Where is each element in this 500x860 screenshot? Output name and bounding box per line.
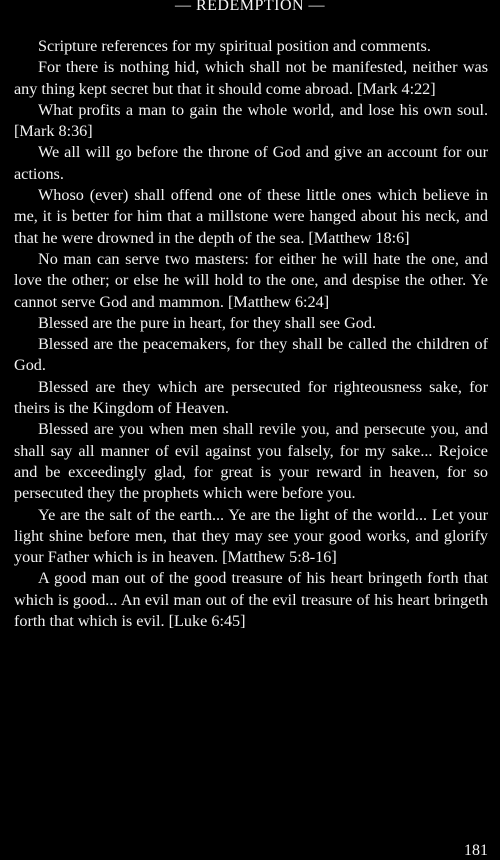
paragraph: Ye are the salt of the earth... Ye are the light of the world... Let your light shine before men, that they may see your good works, and glorify your Father which is in heaven. [Matthew 5:8-16] — [14, 505, 488, 567]
paragraph: For there is nothing hid, which shall not be manifested, neither was any thing kept secret but that it should come abroad. [Mark 4:22] — [14, 58, 488, 98]
paragraph: Whoso (ever) shall offend one of these little ones which believe in me, it is better for him that a millstone were hanged about his neck, and that he were drowned in the depth of the sea. [Matthew 18:6] — [14, 186, 488, 247]
paragraph: Blessed are they which are persecuted for righteousness sake, for theirs is the Kingdom of Heaven. — [14, 377, 488, 418]
page-number: 181 — [464, 842, 488, 859]
running-title: — REDEMPTION — — [174, 0, 326, 14]
paragraph: Blessed are the peacemakers, for they shall be called the children of God. — [14, 335, 488, 375]
paragraph: We all will go before the throne of God and give an account for our actions. — [14, 143, 488, 183]
paragraph: Blessed are you when men shall revile you, and persecute you, and shall say all manner of evil against you falsely, for my sake... Rejoice and be exceedingly glad, for great is your reward in heaven, for so persecuted they the prophets which were before you. — [14, 420, 488, 503]
paragraph: Scripture references for my spiritual position and comments. — [38, 37, 431, 55]
paragraph: A good man out of the good treasure of his heart bringeth forth that which is good... An evil man out of the evil treasure of his heart bringeth forth that which is evil. [Luke 6:45] — [14, 569, 488, 631]
paragraph: No man can serve two masters: for either he will hate the one, and love the other; or else he will hold to the one, and despise the other. Ye cannot serve God and mammon. [Matthew 6:24] — [14, 249, 488, 311]
paragraph: What profits a man to gain the whole world, and lose his own soul. [Mark 8:36] — [14, 100, 488, 141]
paragraph: Blessed are the pure in heart, for they shall see God. — [38, 313, 377, 332]
page-body — [14, 36, 488, 632]
